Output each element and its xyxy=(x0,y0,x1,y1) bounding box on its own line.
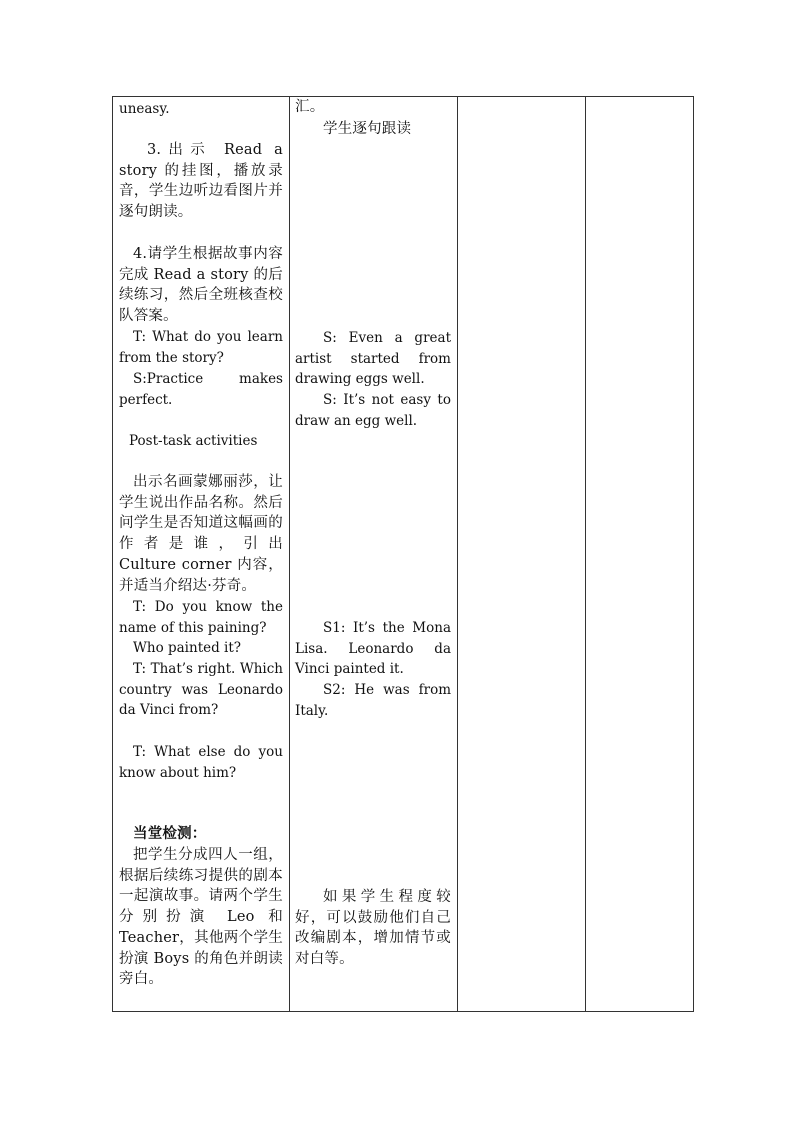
lesson-plan-table xyxy=(112,96,694,1012)
student-answer-mona-lisa: S1: It’s the Mona Lisa. Leonardo da Vinci painted it. xyxy=(295,620,451,678)
student-answer-not-easy: S: It’s not easy to draw an egg well. xyxy=(295,392,451,429)
teacher-activity-cell xyxy=(119,97,283,1011)
student-answer-practice: S:Practice makes perfect. xyxy=(119,371,283,408)
extension-note: 如果学生程度较好，可以鼓励他们自己改编剧本，增加情节或对白等。 xyxy=(295,889,451,968)
teacher-question-country: T: That’s right. Which country was Leonardo da Vinci from? xyxy=(119,661,283,719)
teacher-question-name: T: Do you know the name of this paining? xyxy=(119,599,283,636)
text-vocab-end: 汇。 xyxy=(295,99,325,115)
student-activity-cell xyxy=(295,97,451,1011)
step-4-text: 4.请学生根据故事内容完成 Read a story 的后续练习，然后全班核查校队答案。 xyxy=(119,246,283,325)
text-uneasy: uneasy. xyxy=(119,101,170,117)
post-task-heading: Post-task activities xyxy=(129,433,258,449)
empty-cell-3 xyxy=(458,97,585,1011)
teacher-question-learn: T: What do you learn from the story? xyxy=(119,329,283,366)
student-follow-reading: 学生逐句跟读 xyxy=(323,121,412,137)
empty-cell-4 xyxy=(586,97,693,1011)
in-class-check-heading: 当堂检测： xyxy=(133,825,207,842)
post-task-text: 出示名画蒙娜丽莎，让学生说出作品名称。然后问学生是否知道这幅画的作者是谁，引出 Culture corner 内容，并适当介绍达·芬奇。 xyxy=(119,474,283,594)
step-3-text: 3.出示 Read a story 的挂图，播放录音，学生边听边看图片并逐句朗读。 xyxy=(119,142,283,221)
student-answer-italy: S2: He was from Italy. xyxy=(295,682,451,719)
teacher-question-else: T: What else do you know about him? xyxy=(119,744,283,781)
teacher-question-who: Who painted it? xyxy=(133,640,242,656)
student-answer-great-artist: S: Even a great artist started from drawing eggs well. xyxy=(295,330,451,388)
in-class-check-text: 把学生分成四人一组，根据后续练习提供的剧本一起演故事。请两个学生分别扮演 Leo 和 Teacher，其他两个学生扮演 Boys 的角色并朗读旁白。 xyxy=(119,847,283,988)
column-divider xyxy=(289,97,290,1011)
